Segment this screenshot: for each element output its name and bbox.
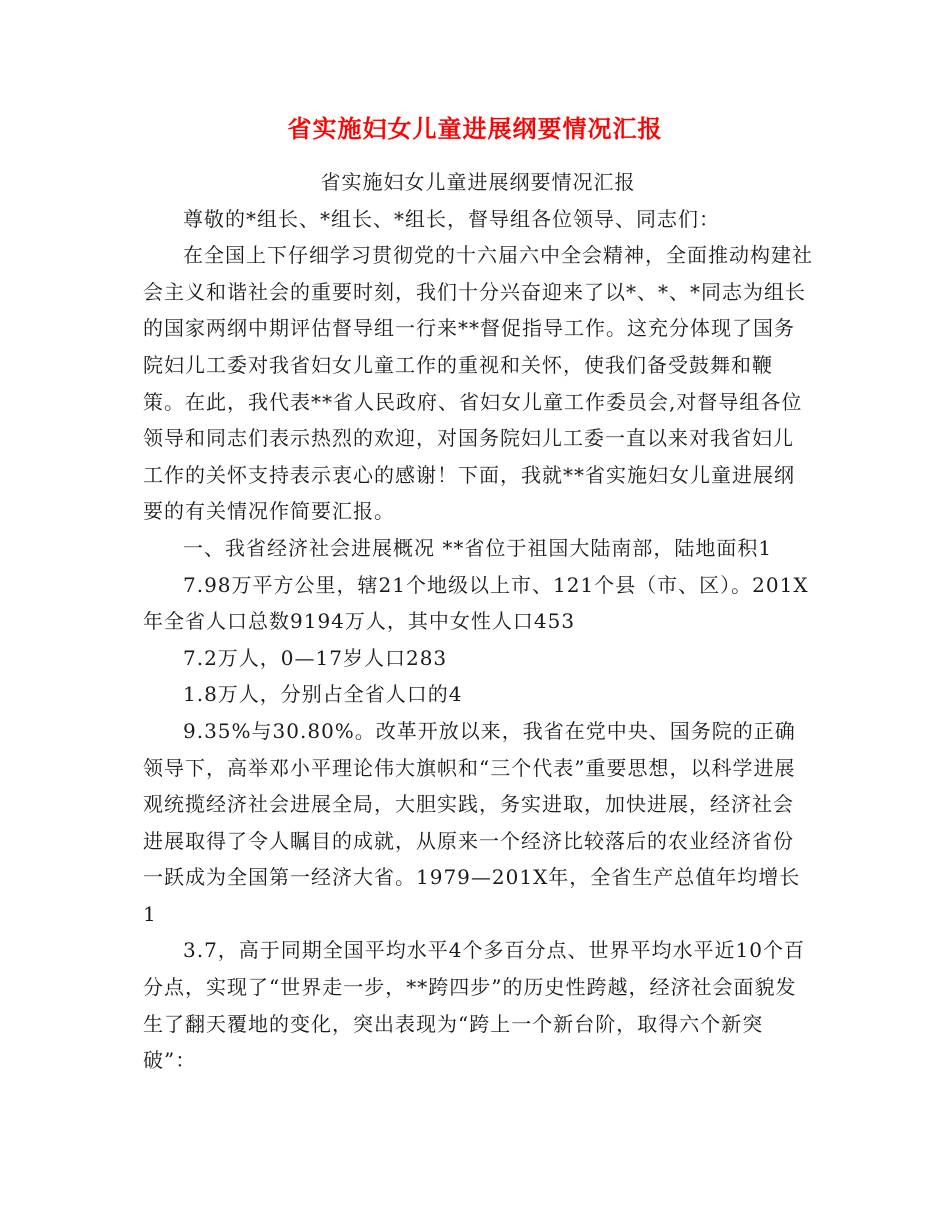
document-body [143, 164, 813, 1079]
body-paragraph: 3.7，高于同期全国平均水平4个多百分点、世界平均水平近10个百分点，实现了“世界走一步，**跨四步”的历史性跨越，经济社会面貌发生了翻天覆地的变化，突出表现为“跨上一个新台阶，取得六个新突破”： [143, 938, 805, 1073]
section-heading-paragraph: 一、我省经济社会进展概况 **省位于祖国大陆南部，陆地面积1 [183, 535, 773, 560]
body-paragraph: 7.2万人，0—17岁人口283 [183, 645, 448, 670]
document-title: 省实施妇女儿童进展纲要情况汇报 [287, 115, 663, 143]
body-paragraph: 9.35%与30.80%。改革开放以来，我省在党中央、国务院的正确领导下，高举邓小平理论伟大旗帜和“三个代表”重要思想，以科学进展观统揽经济社会进展全局，大胆实践，务实进取，加快进展，经济社会进展取得了令人瞩目的成就，从原来一个经济比较落后的农业经济省份一跃成为全国第一经济大省。1979—201X年，全省生产总值年均增长1 [143, 718, 801, 926]
intro-paragraph: 在全国上下仔细学习贯彻党的十六届六中全会精神，全面推动构建社会主义和谐社会的重要时刻，我们十分兴奋迎来了以*、*、*同志为组长的国家两纲中期评估督导组一行来**督促指导工作。这充分体现了国务院妇儿工委对我省妇女儿童工作的重视和关怀，使我们备受鼓舞和鞭策。在此，我代表**省人民政府、省妇女儿童工作委员会,对督导组各位领导和同志们表示热烈的欢迎，对国务院妇儿工委一直以来对我省妇儿工作的关怀支持表示衷心的感谢！下面，我就**省实施妇女儿童进展纲要的有关情况作简要汇报。 [143, 243, 813, 524]
body-paragraph: 1.8万人，分别占全省人口的4 [183, 682, 463, 707]
body-paragraph: 7.98万平方公里，辖21个地级以上市、121个县（市、区）。201X年全省人口总数9194万人，其中女性人口453 [143, 572, 809, 634]
subtitle-paragraph: 省实施妇女儿童进展纲要情况汇报 [320, 170, 636, 194]
salutation-paragraph: 尊敬的*组长、*组长、*组长，督导组各位领导、同志们： [183, 206, 720, 231]
